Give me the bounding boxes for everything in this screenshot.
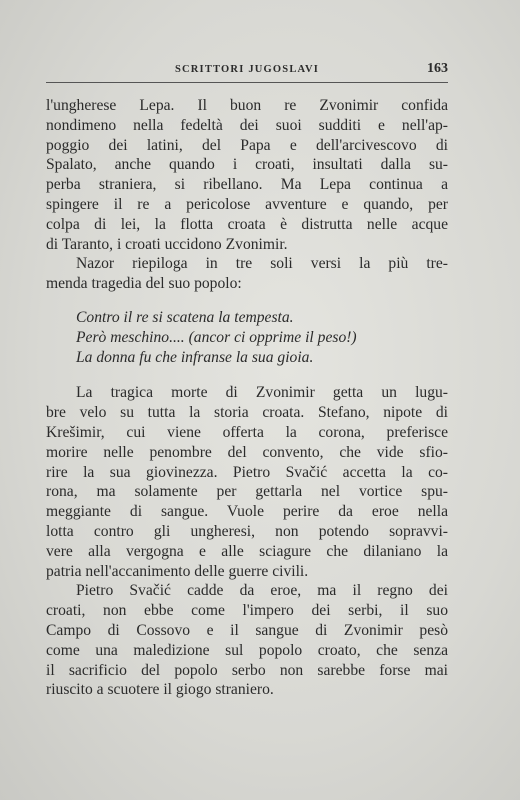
text-line: rona, ma solamente per gettarla nel vortice spu- bbox=[46, 483, 448, 501]
text-line: rire la sua giovinezza. Pietro Svačić accetta la co- bbox=[46, 463, 448, 481]
text-line: spingere il re a pericolose avventure e quando, per bbox=[46, 195, 448, 213]
text-line: Krešimir, cui viene offerta la corona, preferisce bbox=[46, 423, 448, 441]
text-line: Campo di Cossovo e il sangue di Zvonimir pesò bbox=[46, 621, 448, 639]
text-line: morire nelle penombre del convento, che vide sfio- bbox=[46, 443, 448, 461]
text-line: menda tragedia del suo popolo: bbox=[46, 275, 242, 293]
verse-line: Contro il re si scatena la tempesta. bbox=[76, 308, 294, 326]
verse-quote bbox=[76, 308, 448, 367]
text-line: Nazor riepiloga in tre soli versi la più tre- bbox=[76, 255, 448, 273]
page-number: 163 bbox=[427, 61, 448, 76]
text-line: come una maledizione sul popolo croato, che senza bbox=[46, 641, 448, 659]
paragraph-1 bbox=[46, 96, 448, 254]
verse-line: La donna fu che infranse la sua gioia. bbox=[76, 348, 314, 366]
text-line: croati, non ebbe come l'impero dei serbi, il suo bbox=[46, 602, 448, 620]
text-line: riuscito a scuotere il giogo straniero. bbox=[46, 681, 274, 699]
text-line: nondimeno nella fedeltà dei suoi sudditi e nell'ap- bbox=[46, 116, 448, 134]
text-line: di Taranto, i croati uccidono Zvonimir. bbox=[46, 235, 288, 253]
text-line: l'ungherese Lepa. Il buon re Zvonimir confida bbox=[46, 97, 448, 114]
paragraph-4 bbox=[46, 581, 448, 700]
body-text bbox=[46, 96, 448, 700]
verse-line: Però meschino.... (ancor ci opprime il peso!) bbox=[76, 328, 357, 346]
text-line: il sacrificio del popolo serbo non sarebbe forse mai bbox=[46, 661, 448, 679]
paragraph-2 bbox=[46, 254, 448, 294]
text-line: La tragica morte di Zvonimir getta un lugu- bbox=[76, 384, 448, 402]
text-line: poggio dei latini, del Papa e dell'arcivescovo di bbox=[46, 136, 448, 154]
running-head bbox=[46, 60, 448, 82]
text-line: patria nell'accanimento delle guerre civili. bbox=[46, 562, 309, 580]
header-rule bbox=[46, 82, 448, 83]
running-title: SCRITTORI JUGOSLAVI bbox=[174, 64, 320, 75]
text-line: colpa di lei, la flotta croata è distrutta nelle acque bbox=[46, 215, 448, 233]
text-line: Spalato, anche quando i croati, insultati dalla su- bbox=[46, 156, 448, 174]
text-line: vere alla vergogna e alle sciagure che dilaniano la bbox=[46, 542, 448, 560]
text-line: lotta contro gli ungheresi, non potendo sopravvi- bbox=[46, 522, 448, 540]
text-line: perba straniera, si ribellano. Ma Lepa continua a bbox=[46, 176, 448, 194]
text-line: bre velo su tutta la storia croata. Stefano, nipote di bbox=[46, 404, 448, 422]
paragraph-3 bbox=[46, 383, 448, 581]
text-line: Pietro Svačić cadde da eroe, ma il regno dei bbox=[76, 582, 448, 600]
text-line: meggiante di sangue. Vuole perire da eroe nella bbox=[46, 503, 448, 521]
